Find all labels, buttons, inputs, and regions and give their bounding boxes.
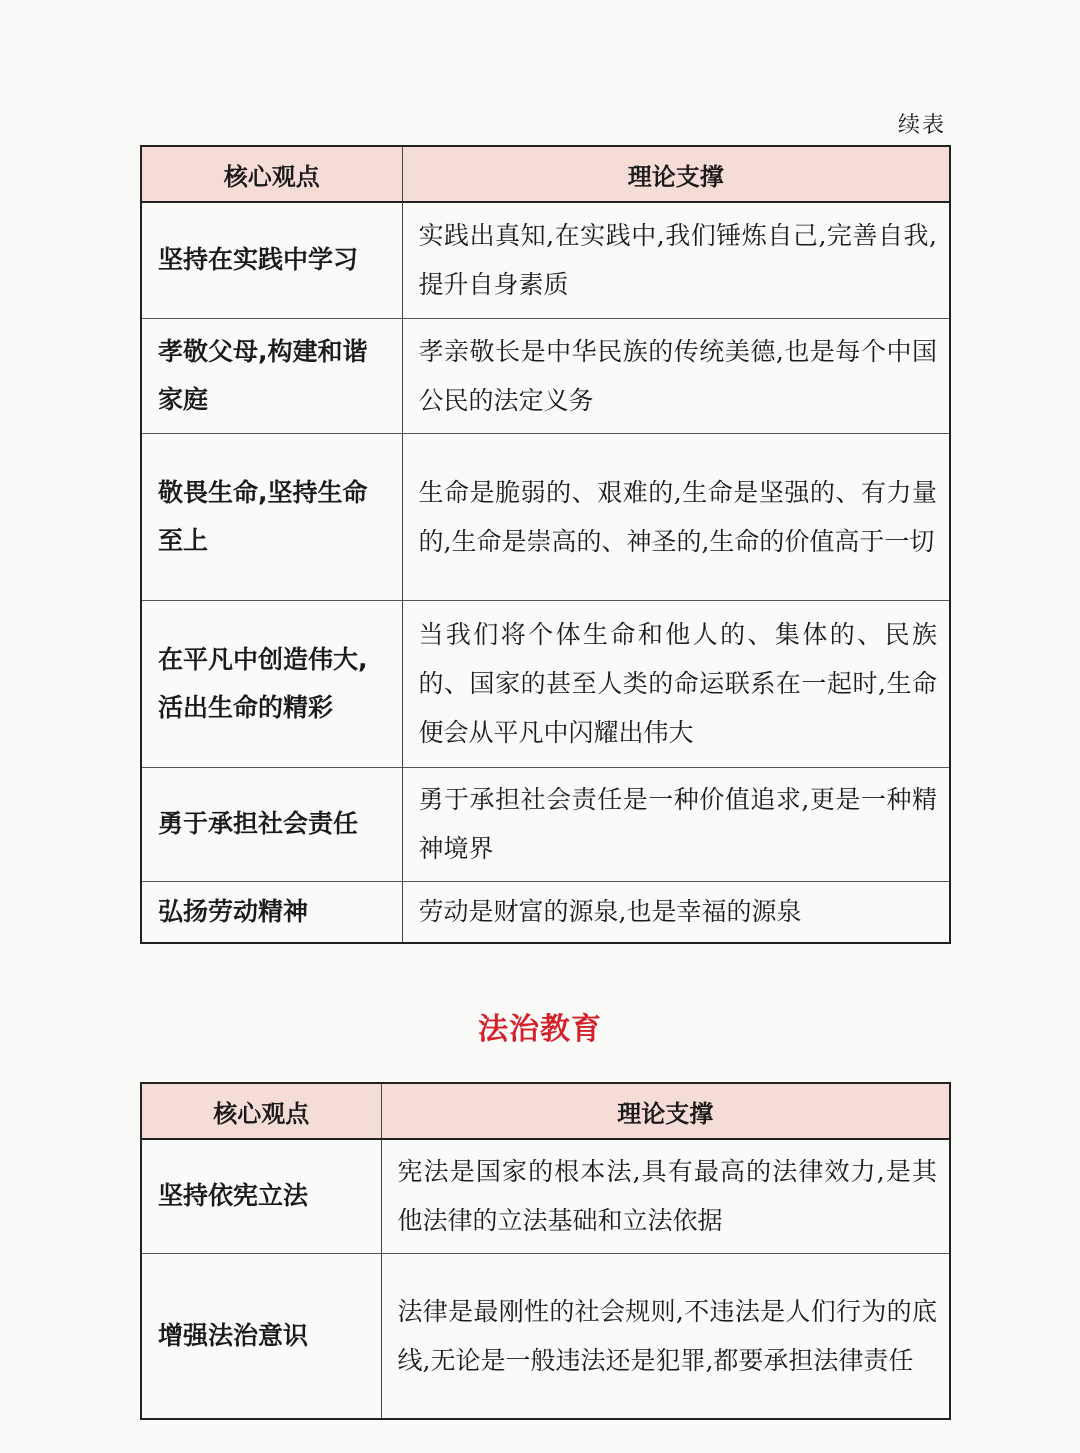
- table-row: [141, 1139, 950, 1253]
- table-row: [141, 600, 950, 767]
- table-row: [141, 881, 950, 943]
- theory-support-cell: 实践出真知,在实践中,我们锤炼自己,完善自我,提升自身素质: [402, 202, 950, 318]
- table-header-row: [141, 1083, 950, 1139]
- core-point-cell: 敬畏生命,坚持生命至上: [141, 433, 402, 600]
- continued-table-label: 续表: [897, 113, 946, 138]
- table-row: [141, 767, 950, 881]
- core-point-cell: 弘扬劳动精神: [141, 881, 402, 943]
- core-point-cell: 坚持在实践中学习: [141, 202, 402, 318]
- theory-support-cell: 法律是最刚性的社会规则,不违法是人们行为的底线,无论是一般违法还是犯罪,都要承担法律责任: [381, 1253, 950, 1419]
- theory-support-cell: 宪法是国家的根本法,具有最高的法律效力,是其他法律的立法基础和立法依据: [381, 1139, 950, 1253]
- theory-support-cell: 勇于承担社会责任是一种价值追求,更是一种精神境界: [402, 767, 950, 881]
- header-core-point: 核心观点: [141, 146, 402, 202]
- core-point-cell: 勇于承担社会责任: [141, 767, 402, 881]
- core-point-cell: 增强法治意识: [141, 1253, 381, 1419]
- core-point-cell: 在平凡中创造伟大,活出生命的精彩: [141, 600, 402, 767]
- core-point-cell: 坚持依宪立法: [141, 1139, 381, 1253]
- table-row: [141, 433, 950, 600]
- table-row: [141, 202, 950, 318]
- theory-support-cell: 当我们将个体生命和他人的、集体的、民族的、国家的甚至人类的命运联系在一起时,生命便会从平凡中闪耀出伟大: [402, 600, 950, 767]
- table-row: [141, 318, 950, 433]
- header-core-point: 核心观点: [141, 1083, 381, 1139]
- table-rule-of-law-education: [140, 1082, 951, 1420]
- header-theory-support: 理论支撑: [402, 146, 950, 202]
- theory-support-cell: 孝亲敬长是中华民族的传统美德,也是每个中国公民的法定义务: [402, 318, 950, 433]
- table-row: [141, 1253, 950, 1419]
- header-theory-support: 理论支撑: [381, 1083, 950, 1139]
- theory-support-cell: 生命是脆弱的、艰难的,生命是坚强的、有力量的,生命是崇高的、神圣的,生命的价值高于一切: [402, 433, 950, 600]
- section-title-rule-of-law: 法治教育: [478, 1012, 602, 1047]
- table-moral-education: [140, 145, 951, 944]
- theory-support-cell: 劳动是财富的源泉,也是幸福的源泉: [402, 881, 950, 943]
- core-point-cell: 孝敬父母,构建和谐家庭: [141, 318, 402, 433]
- table-header-row: [141, 146, 950, 202]
